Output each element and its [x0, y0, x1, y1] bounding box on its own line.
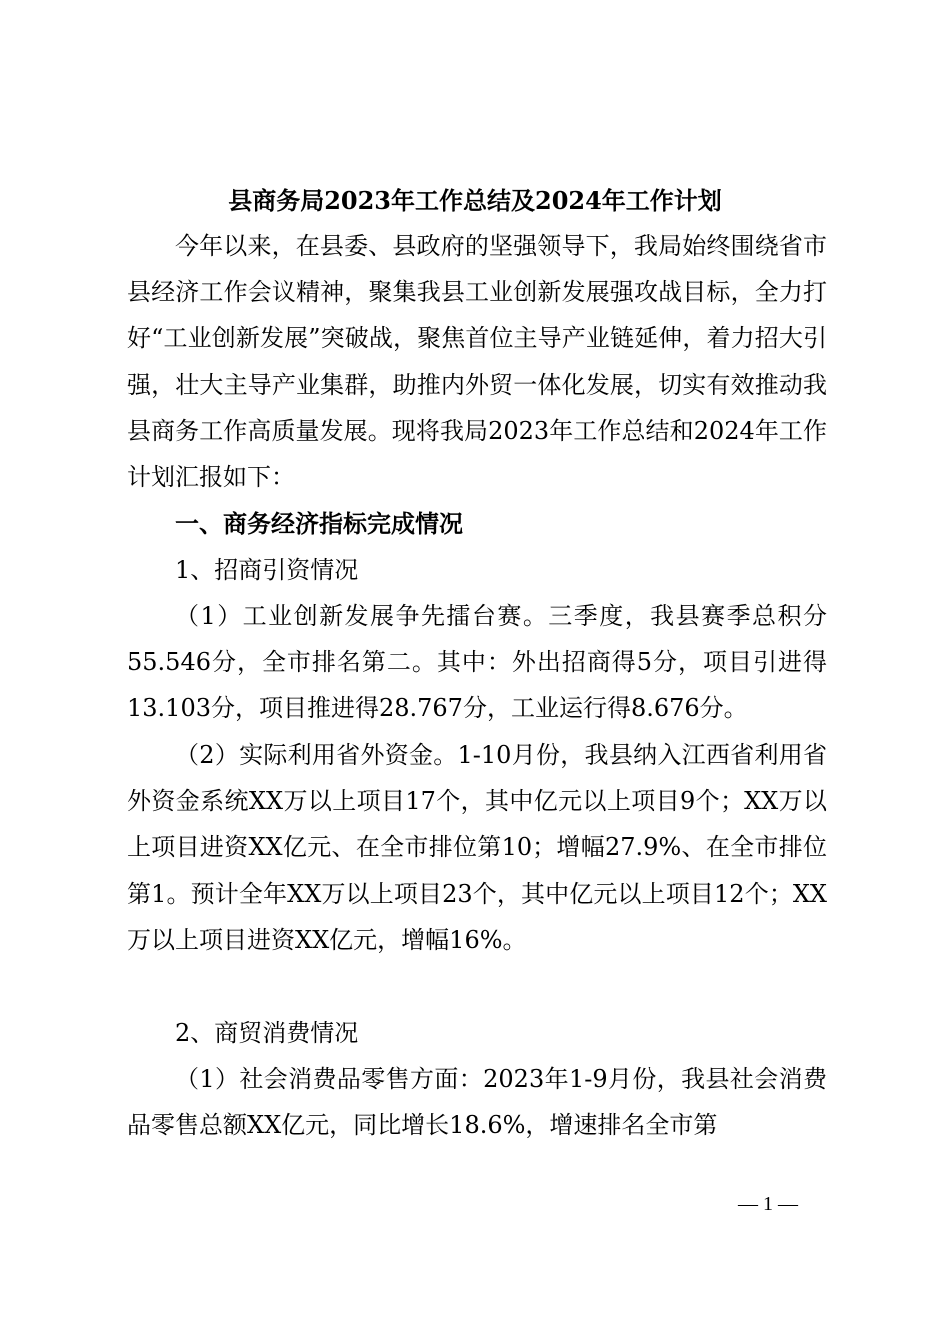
page-number: — 1 —	[738, 1193, 798, 1215]
document-title: 县商务局2023年工作总结及2024年工作计划	[228, 186, 722, 215]
intro-paragraph: 今年以来，在县委、县政府的坚强领导下，我局始终围绕省市县经济工作会议精神，聚集我县工业创新发展强攻战目标，全力打好“工业创新发展”突破战，聚焦首位主导产业链延伸，着力招大引强，壮大主导产业集群，助推内外贸一体化发展，切实有效推动我县商务工作高质量发展。现将我局2023年工作总结和2024年工作计划汇报如下：	[127, 232, 827, 492]
paragraph-competition: （1）工业创新发展争先擂台赛。三季度，我县赛季总积分55.546分，全市排名第二。其中：外出招商得5分，项目引进得13.103分，项目推进得28.767分，工业运行得8.676分。	[127, 602, 827, 723]
paragraph-retail: （1）社会消费品零售方面：2023年1-9月份，我县社会消费品零售总额XX亿元，同比增长18.6%，增速排名全市第	[127, 1065, 827, 1140]
paragraph-external-funds: （2）实际利用省外资金。1-10月份，我县纳入江西省利用省外资金系统XX万以上项目17个，其中亿元以上项目9个；XX万以上项目进资XX亿元、在全市排位第10；增幅27.9%、在全市排位第1。预计全年XX万以上项目23个，其中亿元以上项目12个；XX万以上项目进资XX亿元，增幅16%。	[127, 741, 827, 954]
subsection-heading-investment: 1、招商引资情况	[175, 556, 359, 584]
subsection-heading-consumption: 2、商贸消费情况	[175, 1019, 359, 1047]
section-heading-1: 一、商务经济指标完成情况	[175, 510, 463, 538]
